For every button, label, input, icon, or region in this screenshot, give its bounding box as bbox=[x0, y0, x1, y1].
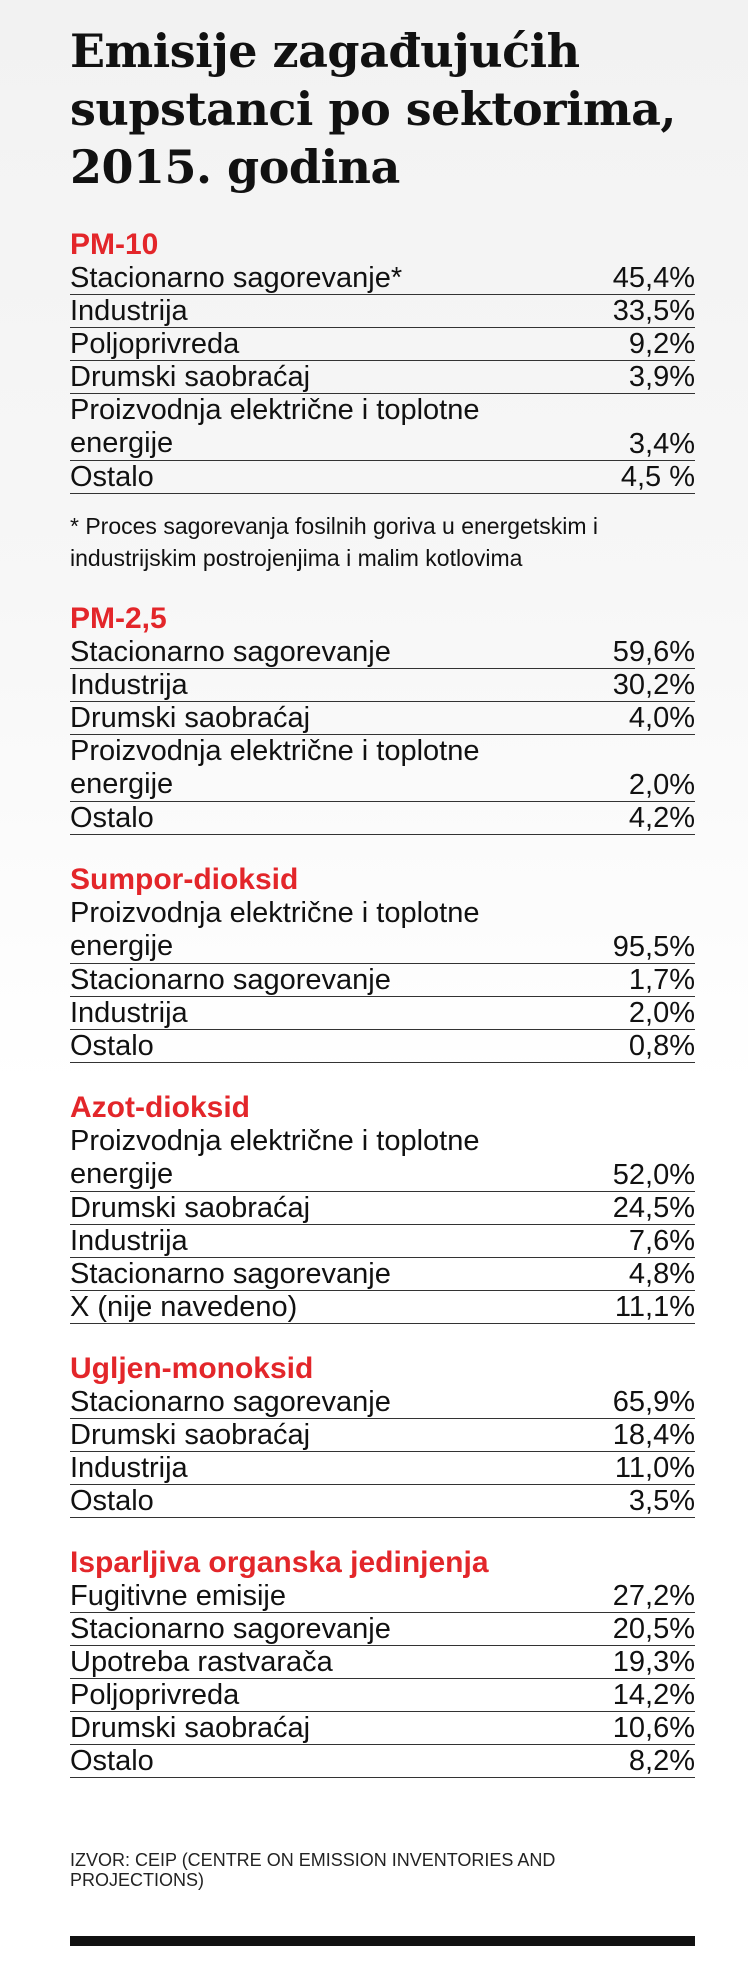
table-row bbox=[70, 669, 695, 702]
row-label: Ostalo bbox=[70, 1745, 154, 1777]
row-value: 19,3% bbox=[612, 1646, 695, 1678]
table-row bbox=[70, 1125, 695, 1192]
table-row bbox=[70, 394, 695, 461]
row-value: 8,2% bbox=[628, 1745, 695, 1777]
row-label: Drumski saobraćaj bbox=[70, 1192, 311, 1224]
table-row bbox=[70, 897, 695, 964]
table-row bbox=[70, 1745, 695, 1778]
row-value: 10,6% bbox=[612, 1712, 695, 1744]
row-label: Industrija bbox=[70, 669, 188, 701]
table-row bbox=[70, 1030, 695, 1063]
row-label: Industrija bbox=[70, 295, 188, 327]
section-title: Isparljiva organska jedinjenja bbox=[70, 1546, 489, 1579]
source-note: IZVOR: CEIP (CENTRE ON EMISSION INVENTORIES AND PROJECTIONS) bbox=[70, 1850, 556, 1890]
row-value: 65,9% bbox=[612, 1386, 695, 1418]
table-row bbox=[70, 361, 695, 394]
row-label: X (nije navedeno) bbox=[70, 1291, 298, 1323]
row-label: Ostalo bbox=[70, 1030, 154, 1062]
table-row bbox=[70, 735, 695, 802]
row-label: Ostalo bbox=[70, 802, 154, 834]
row-label: Drumski saobraćaj bbox=[70, 1419, 311, 1451]
table-row bbox=[70, 461, 695, 494]
row-value: 9,2% bbox=[628, 328, 695, 360]
table-row bbox=[70, 1419, 695, 1452]
row-value: 2,0% bbox=[628, 769, 695, 801]
row-value: 1,7% bbox=[628, 964, 695, 996]
table-row bbox=[70, 328, 695, 361]
section-2 bbox=[70, 863, 695, 1063]
row-value: 20,5% bbox=[612, 1613, 695, 1645]
section-5 bbox=[70, 1546, 695, 1778]
row-label: Stacionarno sagorevanje bbox=[70, 964, 391, 996]
section-title: Sumpor-dioksid bbox=[70, 863, 299, 896]
row-label: Stacionarno sagorevanje bbox=[70, 1258, 391, 1290]
table-row bbox=[70, 262, 695, 295]
section-1 bbox=[70, 602, 695, 835]
row-label: Upotreba rastvarača bbox=[70, 1646, 333, 1678]
row-value: 27,2% bbox=[612, 1580, 695, 1612]
table-row bbox=[70, 295, 695, 328]
table-row bbox=[70, 997, 695, 1030]
row-value: 4,5 % bbox=[620, 461, 695, 493]
footnote: * Proces sagorevanja fosilnih goriva u energetskim i industrijskim postrojenjima i malim kotlovima bbox=[70, 513, 598, 571]
section-3 bbox=[70, 1091, 695, 1324]
row-label: Poljoprivreda bbox=[70, 1679, 240, 1711]
section-0 bbox=[70, 228, 695, 574]
section-title: PM-2,5 bbox=[70, 602, 167, 635]
table-row bbox=[70, 636, 695, 669]
row-value: 7,6% bbox=[628, 1225, 695, 1257]
row-label: Drumski saobraćaj bbox=[70, 361, 311, 393]
page-title: Emisije zagađujućih supstanci po sektorima, 2015. godina bbox=[70, 24, 676, 194]
row-label: Ostalo bbox=[70, 1485, 154, 1517]
table-row bbox=[70, 1225, 695, 1258]
table-row bbox=[70, 702, 695, 735]
row-label: Stacionarno sagorevanje bbox=[70, 636, 391, 668]
row-value: 3,5% bbox=[628, 1485, 695, 1517]
table-row bbox=[70, 1712, 695, 1745]
section-title: PM-10 bbox=[70, 228, 159, 261]
row-value: 11,1% bbox=[614, 1291, 695, 1323]
table-row bbox=[70, 802, 695, 835]
row-label: Industrija bbox=[70, 1225, 188, 1257]
table-row bbox=[70, 1386, 695, 1419]
row-value: 45,4% bbox=[612, 262, 695, 294]
row-label: Poljoprivreda bbox=[70, 328, 240, 360]
emission-tables bbox=[70, 228, 695, 1806]
table-row bbox=[70, 1580, 695, 1613]
table-row bbox=[70, 1192, 695, 1225]
row-label: Proizvodnja električne i toplotne energije bbox=[70, 897, 480, 962]
row-label: Proizvodnja električne i toplotne energije bbox=[70, 394, 480, 459]
row-label: Drumski saobraćaj bbox=[70, 702, 311, 734]
row-value: 3,4% bbox=[628, 428, 695, 460]
table-row bbox=[70, 1613, 695, 1646]
row-value: 0,8% bbox=[628, 1030, 695, 1062]
row-label: Proizvodnja električne i toplotne energije bbox=[70, 735, 480, 800]
row-label: Drumski saobraćaj bbox=[70, 1712, 311, 1744]
table-row bbox=[70, 1646, 695, 1679]
table-row bbox=[70, 1679, 695, 1712]
row-label: Stacionarno sagorevanje bbox=[70, 1386, 391, 1418]
row-label: Proizvodnja električne i toplotne energije bbox=[70, 1125, 480, 1190]
table-row bbox=[70, 1452, 695, 1485]
row-label: Stacionarno sagorevanje* bbox=[70, 262, 403, 294]
row-value: 3,9% bbox=[628, 361, 695, 393]
row-value: 24,5% bbox=[612, 1192, 695, 1224]
table-row bbox=[70, 964, 695, 997]
row-value: 2,0% bbox=[628, 997, 695, 1029]
row-value: 14,2% bbox=[612, 1679, 695, 1711]
table-row bbox=[70, 1258, 695, 1291]
table-row bbox=[70, 1485, 695, 1518]
row-value: 59,6% bbox=[612, 636, 695, 668]
row-label: Industrija bbox=[70, 997, 188, 1029]
row-label: Fugitivne emisije bbox=[70, 1580, 286, 1612]
row-label: Industrija bbox=[70, 1452, 188, 1484]
row-value: 30,2% bbox=[612, 669, 695, 701]
table-row bbox=[70, 1291, 695, 1324]
row-label: Stacionarno sagorevanje bbox=[70, 1613, 391, 1645]
row-value: 4,8% bbox=[628, 1258, 695, 1290]
row-label: Ostalo bbox=[70, 461, 154, 493]
row-value: 52,0% bbox=[612, 1159, 695, 1191]
row-value: 95,5% bbox=[612, 931, 695, 963]
row-value: 11,0% bbox=[614, 1452, 695, 1484]
row-value: 33,5% bbox=[612, 295, 695, 327]
row-value: 18,4% bbox=[612, 1419, 695, 1451]
bottom-rule bbox=[70, 1936, 695, 1946]
row-value: 4,2% bbox=[628, 802, 695, 834]
section-title: Ugljen-monoksid bbox=[70, 1352, 314, 1385]
section-title: Azot-dioksid bbox=[70, 1091, 250, 1124]
section-4 bbox=[70, 1352, 695, 1518]
row-value: 4,0% bbox=[628, 702, 695, 734]
